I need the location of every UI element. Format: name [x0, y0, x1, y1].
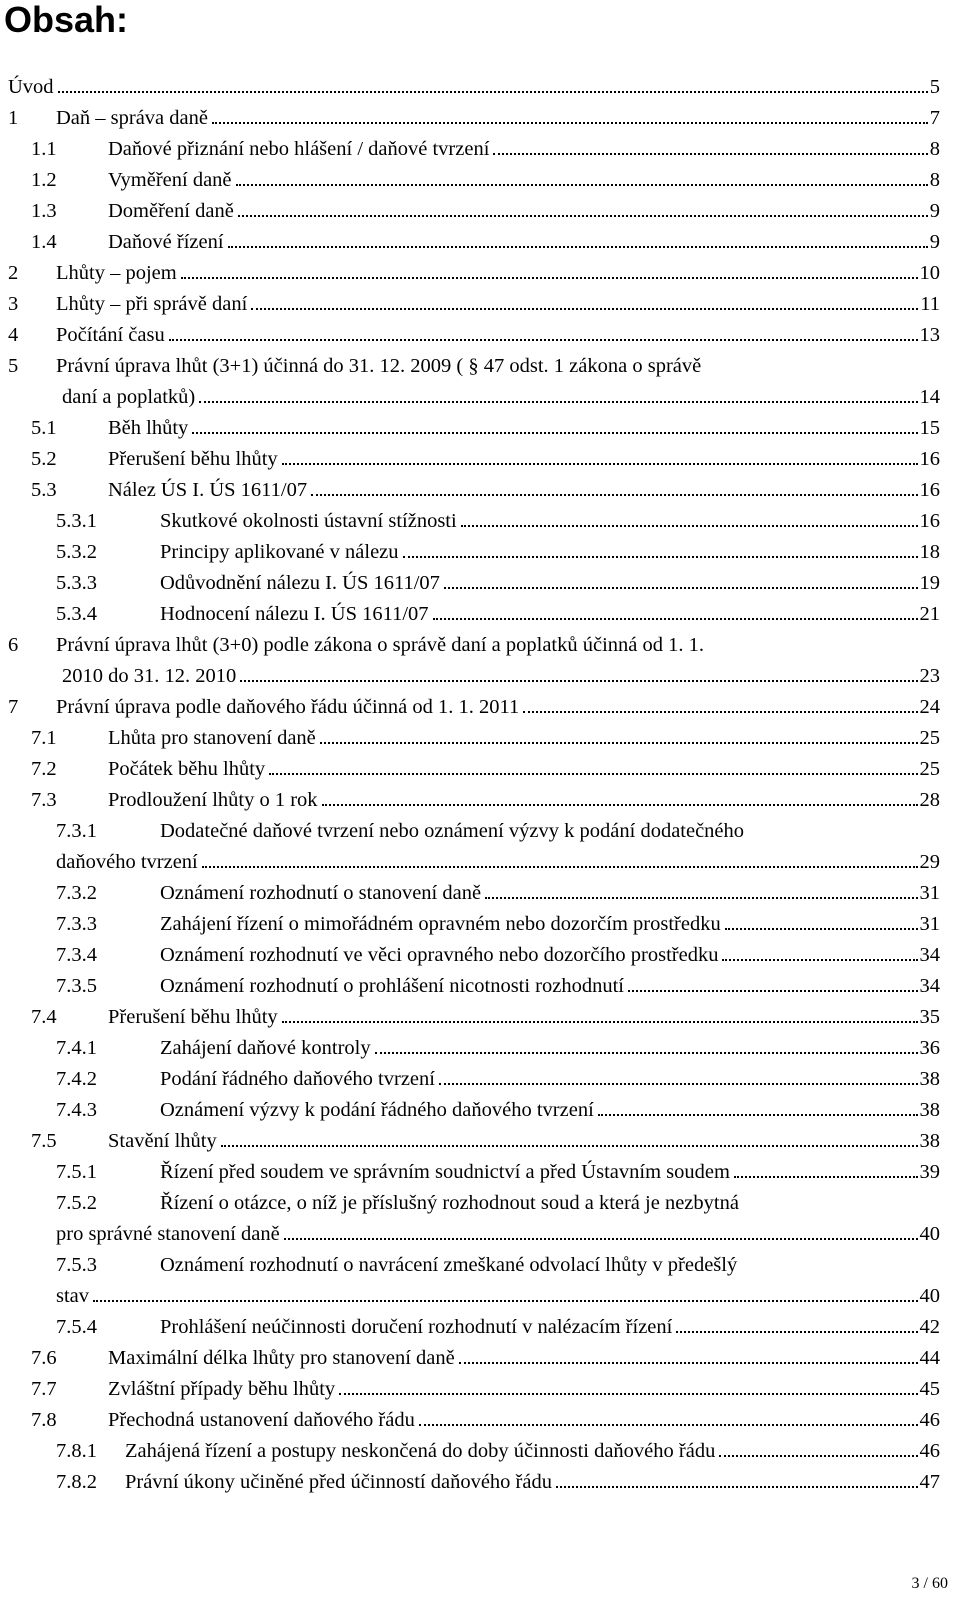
toc-entry[interactable] — [0, 1343, 940, 1374]
toc-entry[interactable] — [0, 1033, 940, 1064]
toc-entry-page: 40 — [919, 1285, 940, 1307]
toc-entry-title: Daňové řízení — [108, 231, 224, 253]
toc-entry-number: 2 — [8, 262, 19, 284]
toc-leader-dots — [459, 506, 940, 537]
toc-entry-number: 5.3.4 — [56, 603, 97, 625]
toc-entry[interactable] — [0, 909, 940, 940]
toc-entry-page: 14 — [919, 386, 940, 408]
toc-entry-page: 44 — [919, 1347, 940, 1369]
toc-entry[interactable] — [0, 1436, 940, 1467]
toc-entry-page: 40 — [919, 1223, 940, 1245]
toc-entry-page: 10 — [919, 262, 940, 284]
toc-entry[interactable] — [0, 444, 940, 475]
toc-entry-page: 16 — [919, 510, 940, 532]
toc-entry-number: 7.5.4 — [56, 1316, 97, 1338]
toc-entry[interactable] — [0, 506, 940, 537]
toc-leader-dots — [167, 320, 940, 351]
toc-entry-page: 31 — [919, 882, 940, 904]
toc-entry-number: 7.3.3 — [56, 913, 97, 935]
toc-entry-page: 31 — [919, 913, 940, 935]
toc-entry-number: 5.2 — [31, 448, 57, 470]
toc-leader-dots — [674, 1312, 940, 1343]
toc-entry[interactable] — [0, 630, 940, 692]
toc-entry[interactable] — [0, 475, 940, 506]
toc-entry-title: Přerušení běhu lhůty — [108, 448, 278, 470]
toc-entry-number: 7.4.1 — [56, 1037, 97, 1059]
toc-entry-title: Řízení před soudem ve správním soudnictví a před Ústavním soudem — [160, 1161, 730, 1183]
toc-leader-dots — [249, 289, 940, 320]
toc-entry-title: Oznámení rozhodnutí o navrácení zmeškané odvolací lhůty v předešlý — [160, 1254, 738, 1276]
toc-leader-dots — [717, 1436, 940, 1467]
toc-leader-dots — [457, 1343, 940, 1374]
toc-entry-title: Přerušení běhu lhůty — [108, 1006, 278, 1028]
toc-entry[interactable] — [0, 568, 940, 599]
toc-entry-title: Principy aplikované v nálezu — [160, 541, 399, 563]
toc-entry[interactable] — [0, 165, 940, 196]
toc-entry-number: 6 — [8, 634, 19, 656]
toc-entry-number: 7.5.1 — [56, 1161, 97, 1183]
toc-leader-dots — [309, 475, 940, 506]
toc-entry-number: 1.3 — [31, 200, 57, 222]
toc-entry-number: 7.8.1 — [56, 1440, 97, 1462]
toc-entry-title: Oznámení rozhodnutí o stanovení daně — [160, 882, 482, 904]
toc-entry-page: 28 — [919, 789, 940, 811]
toc-entry-number: 7.3.2 — [56, 882, 97, 904]
toc-entry-title: Oznámení rozhodnutí ve věci opravného nebo dozorčího prostředku — [160, 944, 719, 966]
toc-leader-dots — [56, 72, 940, 103]
toc-entry-title: Stavění lhůty — [108, 1130, 217, 1152]
toc-leader-dots — [219, 1126, 940, 1157]
toc-leader-dots — [91, 1281, 940, 1312]
toc-entry-title-continuation: daní a poplatků) — [62, 386, 196, 408]
toc-leader-dots — [417, 1405, 940, 1436]
toc-leader-dots — [210, 103, 940, 134]
toc-leader-dots — [197, 382, 940, 413]
toc-entry-number: 7.5.3 — [56, 1254, 97, 1276]
toc-entry-page: 5 — [929, 76, 940, 98]
toc-entry-number: 5.3.1 — [56, 510, 97, 532]
toc-leader-dots — [280, 1002, 940, 1033]
toc-entry-number: 7 — [8, 696, 19, 718]
toc-leader-dots — [373, 1033, 940, 1064]
toc-entry-number: 7.4.2 — [56, 1068, 97, 1090]
toc-entry-page: 36 — [919, 1037, 940, 1059]
toc-entry-number: 3 — [8, 293, 19, 315]
toc-entry-title: Hodnocení nálezu I. ÚS 1611/07 — [160, 603, 429, 625]
toc-entry[interactable] — [0, 816, 940, 878]
toc-entry-page: 38 — [919, 1130, 940, 1152]
toc-entry[interactable] — [0, 599, 940, 630]
toc-entry-title: Nález ÚS I. ÚS 1611/07 — [108, 479, 308, 501]
toc-entry[interactable] — [0, 723, 940, 754]
toc-entry[interactable] — [0, 1002, 940, 1033]
toc-entry[interactable] — [0, 413, 940, 444]
toc-entry-title: Oznámení rozhodnutí o prohlášení nicotnosti rozhodnutí — [160, 975, 625, 997]
toc-entry-title: Skutkové okolnosti ústavní stížnosti — [160, 510, 457, 532]
toc-entry-page: 8 — [929, 169, 940, 191]
toc-entry[interactable] — [0, 289, 940, 320]
toc-entry[interactable] — [0, 692, 940, 723]
toc-entry[interactable] — [0, 971, 940, 1002]
toc-entry-title: Zahájení daňové kontroly — [160, 1037, 371, 1059]
page-title: Obsah: — [4, 0, 129, 40]
toc-leader-dots — [234, 165, 940, 196]
toc-entry-page: 34 — [919, 975, 940, 997]
toc-entry-number: 7.4 — [31, 1006, 57, 1028]
toc-entry-title: Vyměření daně — [108, 169, 232, 191]
toc-entry-title: Prodloužení lhůty o 1 rok — [108, 789, 318, 811]
toc-entry-page: 16 — [919, 448, 940, 470]
toc-entry-title: Zvláštní případy běhu lhůty — [108, 1378, 336, 1400]
toc-entry-title: Přechodná ustanovení daňového řádu — [108, 1409, 415, 1431]
toc-entry-page: 29 — [919, 851, 940, 873]
toc-entry[interactable] — [0, 1250, 940, 1312]
toc-entry[interactable] — [0, 1188, 940, 1250]
toc-leader-dots — [626, 971, 940, 1002]
toc-entry[interactable] — [0, 754, 940, 785]
toc-entry-number: 7.2 — [31, 758, 57, 780]
toc-leader-dots — [431, 599, 940, 630]
toc-entry-page: 7 — [929, 107, 940, 129]
toc-entry-title: Maximální délka lhůty pro stanovení daně — [108, 1347, 455, 1369]
toc-entry-number: 7.1 — [31, 727, 57, 749]
toc-leader-dots — [732, 1157, 940, 1188]
toc-entry[interactable] — [0, 940, 940, 971]
toc-entry[interactable] — [0, 1064, 940, 1095]
toc-entry-title: Podání řádného daňového tvrzení — [160, 1068, 435, 1090]
toc-entry-page: 46 — [919, 1440, 940, 1462]
toc-entry-page: 34 — [919, 944, 940, 966]
toc-entry-number: 7.3.1 — [56, 820, 97, 842]
toc-entry-page: 15 — [919, 417, 940, 439]
toc-entry-title: Úvod — [8, 76, 54, 98]
toc-entry-title: Oznámení výzvy k podání řádného daňového tvrzení — [160, 1099, 594, 1121]
toc-entry-number: 7.3 — [31, 789, 57, 811]
toc-entry-number: 7.3.4 — [56, 944, 97, 966]
toc-entry-title: Prohlášení neúčinnosti doručení rozhodnutí v nalézacím řízení — [160, 1316, 673, 1338]
toc-leader-dots — [236, 196, 940, 227]
toc-entry[interactable] — [0, 1157, 940, 1188]
toc-entry-title: Právní úprava lhůt (3+0) podle zákona o správě daní a poplatků účinná od 1. 1. — [56, 634, 705, 656]
toc-leader-dots — [190, 413, 940, 444]
toc-entry-page: 9 — [929, 200, 940, 222]
toc-entry-number: 5.3.2 — [56, 541, 97, 563]
toc-entry-page: 23 — [919, 665, 940, 687]
toc-entry-number: 1.2 — [31, 169, 57, 191]
toc-entry-number: 7.8.2 — [56, 1471, 97, 1493]
toc-entry[interactable] — [0, 1126, 940, 1157]
toc-entry[interactable] — [0, 72, 940, 103]
toc-entry[interactable] — [0, 351, 940, 413]
toc-entry-title: Zahájená řízení a postupy neskončená do doby účinnosti daňového řádu — [125, 1440, 716, 1462]
toc-entry[interactable] — [0, 878, 940, 909]
toc-entry-page: 8 — [929, 138, 940, 160]
toc-entry-title: Počítání času — [56, 324, 165, 346]
toc-entry-title: Daňové přiznání nebo hlášení / daňové tvrzení — [108, 138, 490, 160]
toc-entry-number: 7.5 — [31, 1130, 57, 1152]
toc-entry[interactable] — [0, 785, 940, 816]
toc-entry-title: Běh lhůty — [108, 417, 189, 439]
toc-leader-dots — [282, 1219, 940, 1250]
toc-entry[interactable] — [0, 320, 940, 351]
toc-entry[interactable] — [0, 103, 940, 134]
toc-entry-title-continuation: pro správné stanovení daně — [56, 1223, 280, 1245]
toc-entry-page: 45 — [919, 1378, 940, 1400]
toc-entry-title: Právní úkony učiněné před účinností daňového řádu — [125, 1471, 552, 1493]
toc-entry[interactable] — [0, 1405, 940, 1436]
toc-entry-title-continuation: stav — [56, 1285, 90, 1307]
toc-entry[interactable] — [0, 1374, 940, 1405]
toc-entry-page: 38 — [919, 1068, 940, 1090]
toc-leader-dots — [437, 1064, 940, 1095]
toc-entry-page: 19 — [919, 572, 940, 594]
toc-leader-dots — [723, 909, 940, 940]
toc-leader-dots — [554, 1467, 940, 1498]
toc-entry-title: Odůvodnění nálezu I. ÚS 1611/07 — [160, 572, 440, 594]
toc-entry[interactable] — [0, 1467, 940, 1498]
toc-leader-dots — [720, 940, 940, 971]
page-number: 3 / 60 — [911, 1575, 948, 1592]
toc-entry[interactable] — [0, 1312, 940, 1343]
toc-entry-title-continuation: 2010 do 31. 12. 2010 — [62, 665, 237, 687]
toc-entry-page: 16 — [919, 479, 940, 501]
toc-entry-title: Doměření daně — [108, 200, 234, 222]
table-of-contents — [0, 72, 940, 1498]
toc-entry-page: 9 — [929, 231, 940, 253]
toc-entry-title: Lhůta pro stanovení daně — [108, 727, 316, 749]
toc-entry-page: 38 — [919, 1099, 940, 1121]
toc-entry-number: 7.3.5 — [56, 975, 97, 997]
toc-entry-page: 13 — [919, 324, 940, 346]
toc-entry[interactable] — [0, 1095, 940, 1126]
toc-entry[interactable] — [0, 537, 940, 568]
toc-entry-page: 35 — [919, 1006, 940, 1028]
toc-entry-title: Řízení o otázce, o níž je příslušný rozhodnout soud a která je nezbytná — [160, 1192, 739, 1214]
toc-entry-title: Zahájení řízení o mimořádném opravném nebo dozorčím prostředku — [160, 913, 721, 935]
toc-leader-dots — [179, 258, 940, 289]
toc-leader-dots — [267, 754, 940, 785]
toc-leader-dots — [226, 227, 940, 258]
toc-entry-page: 21 — [919, 603, 940, 625]
toc-entry-title: Dodatečné daňové tvrzení nebo oznámení výzvy k podání dodatečného — [160, 820, 745, 842]
toc-entry-number: 4 — [8, 324, 19, 346]
toc-entry[interactable] — [0, 196, 940, 227]
toc-entry-number: 1 — [8, 107, 19, 129]
toc-entry-title: Počátek běhu lhůty — [108, 758, 266, 780]
toc-entry-page: 24 — [919, 696, 940, 718]
toc-leader-dots — [442, 568, 940, 599]
toc-entry[interactable] — [0, 134, 940, 165]
toc-entry-number: 7.6 — [31, 1347, 57, 1369]
toc-entry-number: 5 — [8, 355, 19, 377]
toc-leader-dots — [320, 785, 940, 816]
toc-entry-title: Lhůty – pojem — [56, 262, 177, 284]
toc-leader-dots — [491, 134, 940, 165]
toc-entry-number: 7.8 — [31, 1409, 57, 1431]
toc-leader-dots — [280, 444, 940, 475]
toc-leader-dots — [596, 1095, 940, 1126]
toc-entry-title: Lhůty – při správě daní — [56, 293, 248, 315]
toc-leader-dots — [521, 692, 940, 723]
toc-entry-title: Právní úprava podle daňového řádu účinná od 1. 1. 2011 — [56, 696, 520, 718]
toc-entry-number: 1.4 — [31, 231, 57, 253]
toc-entry-page: 46 — [919, 1409, 940, 1431]
toc-leader-dots — [238, 661, 940, 692]
toc-entry-page: 18 — [919, 541, 940, 563]
toc-entry[interactable] — [0, 227, 940, 258]
toc-entry-title-continuation: daňového tvrzení — [56, 851, 198, 873]
toc-entry-page: 25 — [919, 727, 940, 749]
toc-entry-page: 39 — [919, 1161, 940, 1183]
toc-leader-dots — [200, 847, 940, 878]
toc-entry-page: 42 — [919, 1316, 940, 1338]
toc-leader-dots — [337, 1374, 940, 1405]
toc-entry-number: 5.1 — [31, 417, 57, 439]
toc-entry-number: 7.4.3 — [56, 1099, 97, 1121]
toc-entry-page: 11 — [920, 293, 940, 315]
toc-entry-number: 7.7 — [31, 1378, 57, 1400]
toc-entry-title: Právní úprava lhůt (3+1) účinná do 31. 12. 2009 ( § 47 odst. 1 zákona o správě — [56, 355, 702, 377]
toc-entry[interactable] — [0, 258, 940, 289]
toc-leader-dots — [483, 878, 940, 909]
toc-entry-page: 25 — [919, 758, 940, 780]
toc-entry-title: Daň – správa daně — [56, 107, 208, 129]
toc-entry-number: 5.3 — [31, 479, 57, 501]
toc-entry-number: 1.1 — [31, 138, 57, 160]
toc-leader-dots — [318, 723, 940, 754]
toc-entry-number: 7.5.2 — [56, 1192, 97, 1214]
toc-leader-dots — [401, 537, 940, 568]
toc-entry-page: 47 — [919, 1471, 940, 1493]
toc-entry-number: 5.3.3 — [56, 572, 97, 594]
